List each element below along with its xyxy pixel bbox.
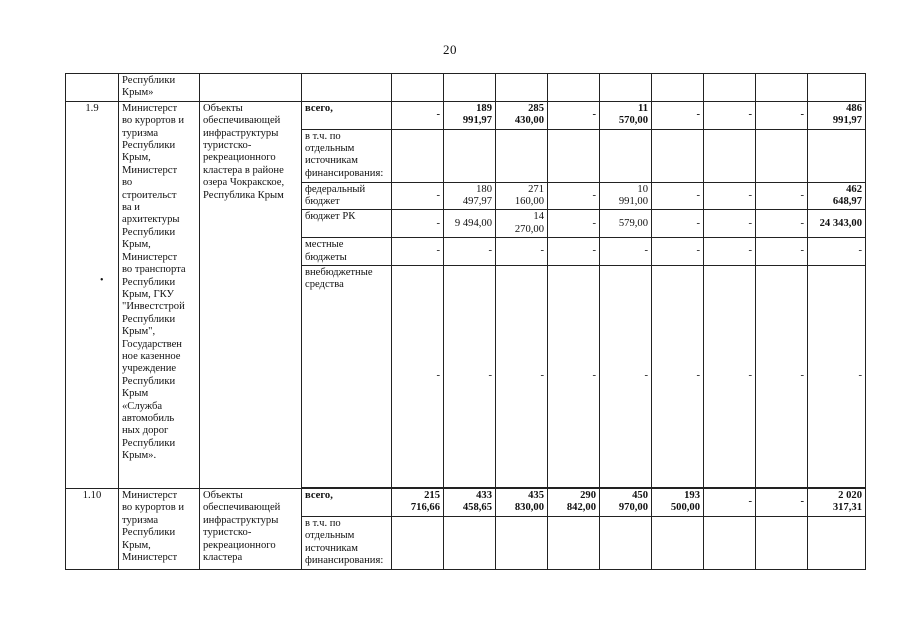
value-cell: -: [548, 101, 600, 129]
value-cell: -: [756, 489, 808, 517]
cell-no: [66, 74, 119, 102]
executor-cell: Министерст во курортов и туризма Республики Крым, Министерст: [119, 489, 200, 569]
page-number: 20: [443, 42, 457, 57]
value-cell: 180 497,97: [444, 182, 496, 210]
value-cell: -: [548, 266, 600, 488]
value-cell: 11 570,00: [600, 101, 652, 129]
source-label: местные бюджеты: [302, 238, 392, 266]
value-cell: -: [392, 182, 444, 210]
source-label: бюджет РК: [302, 210, 392, 238]
source-label: всего,: [302, 101, 392, 129]
value-cell: 462 648,97: [808, 182, 866, 210]
source-label: всего,: [302, 489, 392, 517]
value-cell: 14 270,00: [496, 210, 548, 238]
source-label: внебюджетные средства: [302, 266, 392, 488]
stray-mark: •: [100, 275, 104, 286]
cell-object: [200, 74, 302, 102]
value-cell: 9 494,00: [444, 210, 496, 238]
value-cell: 450 970,00: [600, 489, 652, 517]
source-label: в т.ч. по отдельным источникам финансирования:: [302, 516, 392, 569]
table-row: [66, 74, 866, 102]
value-cell: 486 991,97: [808, 101, 866, 129]
value-cell: -: [496, 238, 548, 266]
value-cell: -: [548, 238, 600, 266]
value-cell: -: [652, 266, 704, 488]
row-number: 1.10: [66, 489, 119, 569]
value-cell: -: [704, 489, 756, 517]
value-cell: 215 716,66: [392, 489, 444, 517]
value-cell: -: [652, 238, 704, 266]
value-cell: -: [652, 210, 704, 238]
value-cell: -: [756, 210, 808, 238]
source-label: в т.ч. по отдельным источникам финансирования:: [302, 129, 392, 182]
value-cell: -: [392, 101, 444, 129]
value-cell: -: [756, 101, 808, 129]
value-cell: -: [756, 266, 808, 488]
value-cell: 2 020 317,31: [808, 489, 866, 517]
executor-cell: Министерст во курортов и туризма Республики Крым, Министерст во строительст ва и архитектуры Республики Крым, Министерст во транспорта Республики Крым, ГКУ "Инвестстрой Республики Крым", Государствен ное казенное учреждение Республики Крым «Служба автомобиль ных дорог Республики Крым».: [119, 101, 200, 488]
value-cell: -: [444, 238, 496, 266]
value-cell: -: [444, 266, 496, 488]
value-cell: -: [652, 101, 704, 129]
value-cell: -: [392, 266, 444, 488]
value-cell: -: [600, 266, 652, 488]
value-cell: -: [652, 182, 704, 210]
value-cell: -: [756, 238, 808, 266]
value-cell: -: [808, 238, 866, 266]
value-cell: -: [704, 266, 756, 488]
source-label: федеральный бюджет: [302, 182, 392, 210]
row-number: 1.9: [66, 101, 119, 488]
cell-executor: Республики Крым»: [119, 74, 200, 102]
value-cell: -: [600, 238, 652, 266]
cell-source: [302, 74, 392, 102]
value-cell: -: [704, 238, 756, 266]
value-cell: -: [704, 210, 756, 238]
value-cell: 285 430,00: [496, 101, 548, 129]
value-cell: -: [496, 266, 548, 488]
object-cell: Объекты обеспечивающей инфраструктуры туристско- рекреационного кластера в районе озера Чокракское, Республика Крым: [200, 101, 302, 488]
value-cell: 24 343,00: [808, 210, 866, 238]
value-cell: 189 991,97: [444, 101, 496, 129]
value-cell: -: [808, 266, 866, 488]
value-cell: -: [548, 182, 600, 210]
object-cell: Объекты обеспечивающей инфраструктуры туристско- рекреационного кластера: [200, 489, 302, 569]
value-cell: -: [756, 182, 808, 210]
value-cell: -: [704, 101, 756, 129]
value-cell: -: [704, 182, 756, 210]
value-cell: 433 458,65: [444, 489, 496, 517]
value-cell: 579,00: [600, 210, 652, 238]
value-cell: 10 991,00: [600, 182, 652, 210]
table-row: [66, 489, 866, 517]
value-cell: -: [548, 210, 600, 238]
value-cell: 435 830,00: [496, 489, 548, 517]
value-cell: 271 160,00: [496, 182, 548, 210]
value-cell: 290 842,00: [548, 489, 600, 517]
funding-table: [65, 73, 866, 570]
table-row: [66, 101, 866, 129]
value-cell: -: [392, 238, 444, 266]
value-cell: -: [392, 210, 444, 238]
value-cell: 193 500,00: [652, 489, 704, 517]
